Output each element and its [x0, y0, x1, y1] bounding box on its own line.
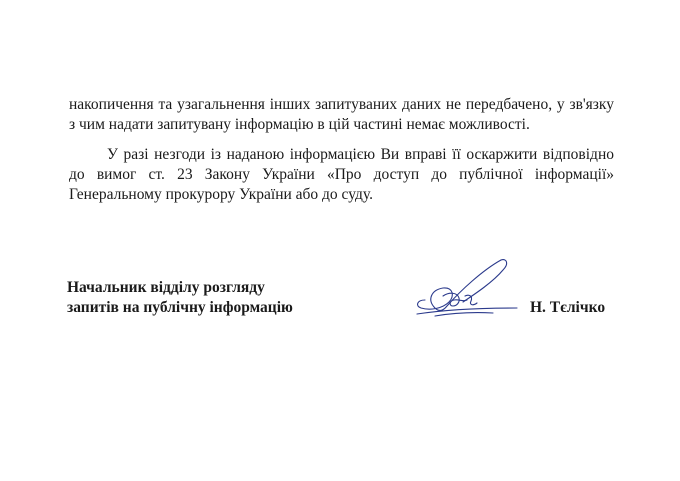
signer-position	[67, 278, 293, 318]
handwritten-signature	[413, 256, 523, 320]
signer-position-line-2: запитів на публічну інформацію	[67, 299, 293, 316]
signer-name: Н. Тєлічко	[530, 299, 606, 316]
signer-position-line-1: Начальник відділу розгляду	[67, 279, 265, 296]
paragraph-1: накопичення та узагальнення інших запитуваних даних не передбачено, у зв'язку з чим надати запитувану інформацію в цій частині немає можливості.	[69, 96, 614, 133]
paragraph-2: У разі незгоди із наданою інформацією Ви вправі її оскаржити відповідно до вимог ст. 23 Закону України «Про доступ до публічної інформації» Генеральному прокурору України або до суду.	[69, 146, 614, 203]
